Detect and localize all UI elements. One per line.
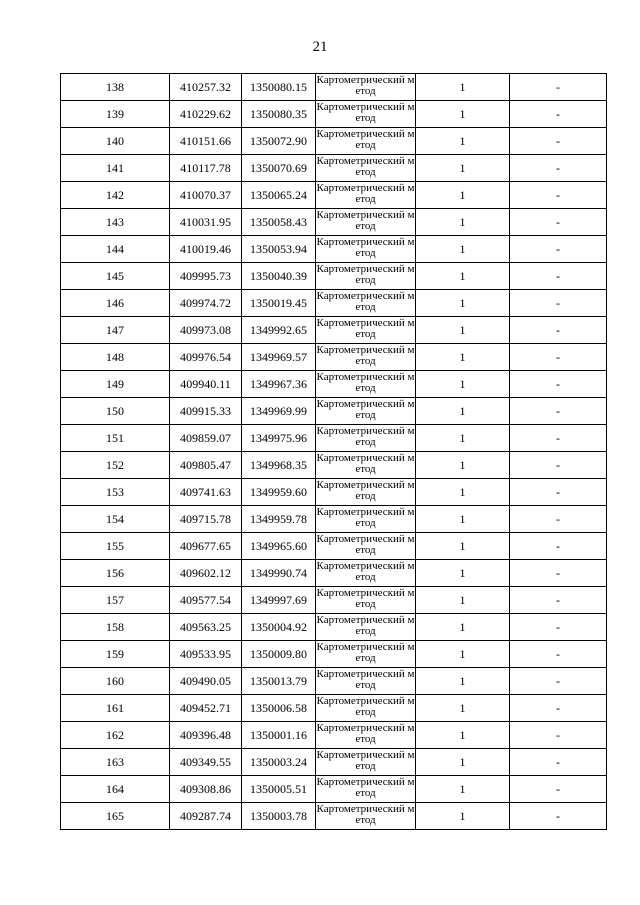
description-cell: - bbox=[510, 668, 607, 695]
accuracy-cell: 1 bbox=[416, 398, 510, 425]
page-number: 21 bbox=[312, 39, 328, 55]
accuracy-cell: 1 bbox=[416, 263, 510, 290]
coordinate-x-cell: 409940.11 bbox=[170, 371, 242, 398]
description-cell: - bbox=[510, 74, 607, 101]
table-row bbox=[61, 344, 607, 371]
coordinate-y-cell: 1350080.35 bbox=[242, 101, 316, 128]
coordinate-x-cell: 410031.95 bbox=[170, 209, 242, 236]
coordinate-x-cell: 409533.95 bbox=[170, 641, 242, 668]
point-number-cell: 160 bbox=[61, 668, 170, 695]
description-cell: - bbox=[510, 641, 607, 668]
point-number-cell: 139 bbox=[61, 101, 170, 128]
accuracy-cell: 1 bbox=[416, 101, 510, 128]
point-number-cell: 140 bbox=[61, 128, 170, 155]
coordinate-x-cell: 409741.63 bbox=[170, 479, 242, 506]
coordinate-y-cell: 1350009.80 bbox=[242, 641, 316, 668]
coordinate-x-cell: 409915.33 bbox=[170, 398, 242, 425]
table-row bbox=[61, 749, 607, 776]
accuracy-cell: 1 bbox=[416, 614, 510, 641]
coordinate-y-cell: 1350003.78 bbox=[242, 803, 316, 830]
point-number-cell: 162 bbox=[61, 722, 170, 749]
point-number-cell: 144 bbox=[61, 236, 170, 263]
coordinate-x-cell: 409602.12 bbox=[170, 560, 242, 587]
accuracy-cell: 1 bbox=[416, 479, 510, 506]
coordinate-y-cell: 1349968.35 bbox=[242, 452, 316, 479]
coordinate-x-cell: 409677.65 bbox=[170, 533, 242, 560]
method-cell: Картометрический метод bbox=[316, 776, 416, 803]
accuracy-cell: 1 bbox=[416, 425, 510, 452]
table-row bbox=[61, 695, 607, 722]
accuracy-cell: 1 bbox=[416, 344, 510, 371]
description-cell: - bbox=[510, 263, 607, 290]
point-number-cell: 138 bbox=[61, 74, 170, 101]
table-row bbox=[61, 209, 607, 236]
accuracy-cell: 1 bbox=[416, 641, 510, 668]
coordinate-x-cell: 410117.78 bbox=[170, 155, 242, 182]
coordinate-x-cell: 410070.37 bbox=[170, 182, 242, 209]
method-cell: Картометрический метод bbox=[316, 560, 416, 587]
description-cell: - bbox=[510, 614, 607, 641]
point-number-cell: 164 bbox=[61, 776, 170, 803]
point-number-cell: 165 bbox=[61, 803, 170, 830]
coordinate-y-cell: 1350080.15 bbox=[242, 74, 316, 101]
accuracy-cell: 1 bbox=[416, 452, 510, 479]
coordinate-x-cell: 409349.55 bbox=[170, 749, 242, 776]
accuracy-cell: 1 bbox=[416, 209, 510, 236]
method-cell: Картометрический метод bbox=[316, 587, 416, 614]
point-number-cell: 161 bbox=[61, 695, 170, 722]
method-cell: Картометрический метод bbox=[316, 398, 416, 425]
table-row bbox=[61, 614, 607, 641]
point-number-cell: 150 bbox=[61, 398, 170, 425]
coordinate-x-cell: 410019.46 bbox=[170, 236, 242, 263]
table-row bbox=[61, 398, 607, 425]
method-cell: Картометрический метод bbox=[316, 803, 416, 830]
method-cell: Картометрический метод bbox=[316, 641, 416, 668]
description-cell: - bbox=[510, 560, 607, 587]
point-number-cell: 163 bbox=[61, 749, 170, 776]
method-cell: Картометрический метод bbox=[316, 668, 416, 695]
point-number-cell: 154 bbox=[61, 506, 170, 533]
method-cell: Картометрический метод bbox=[316, 182, 416, 209]
coordinate-y-cell: 1349975.96 bbox=[242, 425, 316, 452]
point-number-cell: 159 bbox=[61, 641, 170, 668]
description-cell: - bbox=[510, 155, 607, 182]
description-cell: - bbox=[510, 506, 607, 533]
table-row bbox=[61, 74, 607, 101]
method-cell: Картометрический метод bbox=[316, 371, 416, 398]
method-cell: Картометрический метод bbox=[316, 74, 416, 101]
point-number-cell: 142 bbox=[61, 182, 170, 209]
coordinate-x-cell: 409976.54 bbox=[170, 344, 242, 371]
table-row bbox=[61, 290, 607, 317]
point-number-cell: 143 bbox=[61, 209, 170, 236]
accuracy-cell: 1 bbox=[416, 182, 510, 209]
description-cell: - bbox=[510, 803, 607, 830]
point-number-cell: 145 bbox=[61, 263, 170, 290]
coordinate-y-cell: 1349967.36 bbox=[242, 371, 316, 398]
description-cell: - bbox=[510, 587, 607, 614]
coordinate-x-cell: 410257.32 bbox=[170, 74, 242, 101]
point-number-cell: 151 bbox=[61, 425, 170, 452]
point-number-cell: 153 bbox=[61, 479, 170, 506]
coordinate-x-cell: 409452.71 bbox=[170, 695, 242, 722]
accuracy-cell: 1 bbox=[416, 803, 510, 830]
point-number-cell: 149 bbox=[61, 371, 170, 398]
description-cell: - bbox=[510, 317, 607, 344]
table-row bbox=[61, 533, 607, 560]
point-number-cell: 158 bbox=[61, 614, 170, 641]
coordinate-x-cell: 409287.74 bbox=[170, 803, 242, 830]
method-cell: Картометрический метод bbox=[316, 101, 416, 128]
table-row bbox=[61, 587, 607, 614]
coordinate-y-cell: 1349969.57 bbox=[242, 344, 316, 371]
table-row bbox=[61, 803, 607, 830]
table-row bbox=[61, 452, 607, 479]
coordinate-y-cell: 1349959.78 bbox=[242, 506, 316, 533]
method-cell: Картометрический метод bbox=[316, 155, 416, 182]
coordinate-y-cell: 1349992.65 bbox=[242, 317, 316, 344]
accuracy-cell: 1 bbox=[416, 155, 510, 182]
coordinate-y-cell: 1350058.43 bbox=[242, 209, 316, 236]
method-cell: Картометрический метод bbox=[316, 533, 416, 560]
coordinate-y-cell: 1350070.69 bbox=[242, 155, 316, 182]
coordinate-y-cell: 1350072.90 bbox=[242, 128, 316, 155]
coordinate-y-cell: 1349990.74 bbox=[242, 560, 316, 587]
table-row bbox=[61, 506, 607, 533]
table-row bbox=[61, 236, 607, 263]
coordinate-x-cell: 409805.47 bbox=[170, 452, 242, 479]
description-cell: - bbox=[510, 101, 607, 128]
table-row bbox=[61, 668, 607, 695]
accuracy-cell: 1 bbox=[416, 533, 510, 560]
accuracy-cell: 1 bbox=[416, 290, 510, 317]
description-cell: - bbox=[510, 371, 607, 398]
table-row bbox=[61, 182, 607, 209]
description-cell: - bbox=[510, 236, 607, 263]
coordinate-y-cell: 1350065.24 bbox=[242, 182, 316, 209]
description-cell: - bbox=[510, 182, 607, 209]
description-cell: - bbox=[510, 425, 607, 452]
table-row bbox=[61, 101, 607, 128]
table-row bbox=[61, 317, 607, 344]
accuracy-cell: 1 bbox=[416, 668, 510, 695]
coordinate-x-cell: 409563.25 bbox=[170, 614, 242, 641]
description-cell: - bbox=[510, 209, 607, 236]
description-cell: - bbox=[510, 398, 607, 425]
method-cell: Картометрический метод bbox=[316, 479, 416, 506]
table-row bbox=[61, 479, 607, 506]
method-cell: Картометрический метод bbox=[316, 506, 416, 533]
method-cell: Картометрический метод bbox=[316, 128, 416, 155]
table-row bbox=[61, 371, 607, 398]
description-cell: - bbox=[510, 695, 607, 722]
description-cell: - bbox=[510, 128, 607, 155]
description-cell: - bbox=[510, 344, 607, 371]
point-number-cell: 147 bbox=[61, 317, 170, 344]
accuracy-cell: 1 bbox=[416, 560, 510, 587]
description-cell: - bbox=[510, 533, 607, 560]
coordinate-x-cell: 409715.78 bbox=[170, 506, 242, 533]
accuracy-cell: 1 bbox=[416, 722, 510, 749]
method-cell: Картометрический метод bbox=[316, 344, 416, 371]
coordinate-x-cell: 410229.62 bbox=[170, 101, 242, 128]
table-row bbox=[61, 263, 607, 290]
method-cell: Картометрический метод bbox=[316, 695, 416, 722]
accuracy-cell: 1 bbox=[416, 587, 510, 614]
description-cell: - bbox=[510, 722, 607, 749]
coordinate-x-cell: 409577.54 bbox=[170, 587, 242, 614]
coordinates-table bbox=[60, 73, 607, 830]
description-cell: - bbox=[510, 749, 607, 776]
coordinate-x-cell: 409490.05 bbox=[170, 668, 242, 695]
coordinate-y-cell: 1350004.92 bbox=[242, 614, 316, 641]
accuracy-cell: 1 bbox=[416, 506, 510, 533]
description-cell: - bbox=[510, 776, 607, 803]
coordinate-y-cell: 1349969.99 bbox=[242, 398, 316, 425]
point-number-cell: 148 bbox=[61, 344, 170, 371]
table-row bbox=[61, 155, 607, 182]
table-row bbox=[61, 425, 607, 452]
point-number-cell: 155 bbox=[61, 533, 170, 560]
description-cell: - bbox=[510, 452, 607, 479]
coordinate-y-cell: 1350001.16 bbox=[242, 722, 316, 749]
coordinate-y-cell: 1350005.51 bbox=[242, 776, 316, 803]
method-cell: Картометрический метод bbox=[316, 317, 416, 344]
coordinate-x-cell: 409308.86 bbox=[170, 776, 242, 803]
table-row bbox=[61, 722, 607, 749]
point-number-cell: 156 bbox=[61, 560, 170, 587]
method-cell: Картометрический метод bbox=[316, 290, 416, 317]
point-number-cell: 146 bbox=[61, 290, 170, 317]
coordinate-x-cell: 409995.73 bbox=[170, 263, 242, 290]
method-cell: Картометрический метод bbox=[316, 452, 416, 479]
accuracy-cell: 1 bbox=[416, 371, 510, 398]
table-row bbox=[61, 128, 607, 155]
coordinate-y-cell: 1350053.94 bbox=[242, 236, 316, 263]
coordinate-y-cell: 1349997.69 bbox=[242, 587, 316, 614]
coordinate-y-cell: 1350003.24 bbox=[242, 749, 316, 776]
coordinate-y-cell: 1350006.58 bbox=[242, 695, 316, 722]
table-row bbox=[61, 560, 607, 587]
coordinate-y-cell: 1350013.79 bbox=[242, 668, 316, 695]
table-row bbox=[61, 641, 607, 668]
table-row bbox=[61, 776, 607, 803]
point-number-cell: 141 bbox=[61, 155, 170, 182]
accuracy-cell: 1 bbox=[416, 236, 510, 263]
coordinate-x-cell: 409396.48 bbox=[170, 722, 242, 749]
coordinate-y-cell: 1350019.45 bbox=[242, 290, 316, 317]
accuracy-cell: 1 bbox=[416, 776, 510, 803]
coordinate-x-cell: 410151.66 bbox=[170, 128, 242, 155]
accuracy-cell: 1 bbox=[416, 74, 510, 101]
method-cell: Картометрический метод bbox=[316, 236, 416, 263]
method-cell: Картометрический метод bbox=[316, 263, 416, 290]
coordinate-y-cell: 1350040.39 bbox=[242, 263, 316, 290]
method-cell: Картометрический метод bbox=[316, 749, 416, 776]
coordinate-x-cell: 409974.72 bbox=[170, 290, 242, 317]
coordinate-y-cell: 1349959.60 bbox=[242, 479, 316, 506]
method-cell: Картометрический метод bbox=[316, 722, 416, 749]
coordinate-y-cell: 1349965.60 bbox=[242, 533, 316, 560]
point-number-cell: 152 bbox=[61, 452, 170, 479]
accuracy-cell: 1 bbox=[416, 317, 510, 344]
accuracy-cell: 1 bbox=[416, 749, 510, 776]
coordinate-x-cell: 409973.08 bbox=[170, 317, 242, 344]
method-cell: Картометрический метод bbox=[316, 425, 416, 452]
description-cell: - bbox=[510, 290, 607, 317]
accuracy-cell: 1 bbox=[416, 128, 510, 155]
coordinates-table-body bbox=[61, 74, 607, 830]
method-cell: Картометрический метод bbox=[316, 209, 416, 236]
description-cell: - bbox=[510, 479, 607, 506]
point-number-cell: 157 bbox=[61, 587, 170, 614]
method-cell: Картометрический метод bbox=[316, 614, 416, 641]
coordinate-x-cell: 409859.07 bbox=[170, 425, 242, 452]
accuracy-cell: 1 bbox=[416, 695, 510, 722]
